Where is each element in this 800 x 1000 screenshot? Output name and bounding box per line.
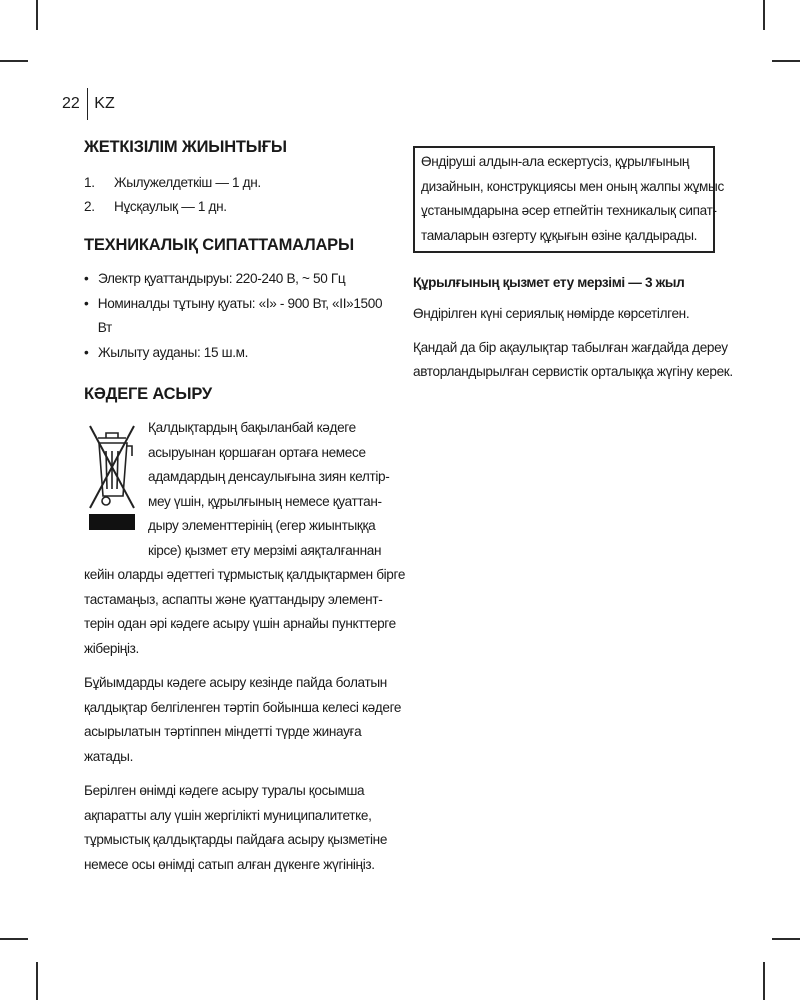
disposal-paragraph-2: Бұйымдарды кәдеге асыру кезінде пайда болатын қалдықтар белгіленген тәртіп бойынша келесі кәдеге асырылатын тәртіппен міндетті түрде жинауға жатады. [84, 675, 402, 764]
disposal-paragraph-3: Берілген өнімді кәдеге асыру туралы қосымша ақпаратты алу үшін жергілікті муниципалитетке, тұрмыстық қалдықтарды пайдаға асыру қызметіне немесе осы өнімді сатып алған дүкенге жүгініңіз. [84, 783, 388, 872]
crop-mark [0, 938, 28, 940]
delivery-list [84, 171, 394, 219]
disposal-wrap-text: Қалдықтардың бақыланбай кәдеге асыруынан қоршаған ортаға немесе адамдардың денсаулығына зиян келтір- меу үшін, құрылғының немесе қуаттан- дыру элементтерінің (егер жиынтыққа кірсе) қызмет ету мерзімі аяқталғаннан [148, 420, 390, 558]
disposal-text [84, 416, 406, 877]
disposal-heading: КӘДЕГЕ АСЫРУ [84, 385, 212, 403]
manufacturer-notice-box: Өндіруші алдын-ала ескертусіз, құрылғының дизайнын, конструкциясы мен оның жалпы жұмыс ұстанымдарына әсер етпейтін техникалық сипат- тамаларын өзгерту құқығын өзіне қалдырады. [413, 146, 715, 253]
list-item: • Жылыту ауданы: 15 ш.м. [84, 344, 249, 360]
specs-heading: ТЕХНИКАЛЫҚ СИПАТТАМАЛАРЫ [84, 236, 354, 254]
crop-mark [0, 60, 28, 62]
list-item: 2. Нұсқаулық — 1 дн. [84, 199, 227, 214]
list-item: • Электр қуаттандыруы: 220-240 В, ~ 50 Гц [84, 271, 346, 286]
crop-mark [36, 962, 38, 1000]
list-item: • Номиналды тұтыну қуаты: «I» - 900 Вт, «II»1500 Вт [84, 295, 383, 335]
delivery-heading: ЖЕТКІЗІЛІМ ЖИЫНТЫҒЫ [84, 138, 287, 156]
crossed-out-wheelie-bin-icon [84, 416, 140, 534]
crop-mark [763, 962, 765, 1000]
left-column [84, 138, 406, 877]
list-item: 1. Жылужелдеткіш — 1 дн. [84, 175, 261, 190]
service-paragraph-1: Өндірілген күні сериялық нөмірде көрсетілген. [413, 306, 690, 321]
crop-mark [772, 60, 800, 62]
crop-mark [772, 938, 800, 940]
service-life-heading: Құрылғының қызмет ету мерзімі — 3 жыл [413, 275, 685, 290]
page-number: 22 [62, 95, 80, 112]
service-paragraph-2: Қандай да бір ақаулықтар табылған жағдайда дереу авторландырылған сервистік орталыққа жүгіну керек. [413, 339, 733, 379]
specs-list [84, 267, 394, 365]
disposal-continued-text: кейін оларды әдеттегі тұрмыстық қалдықтармен бірге тастамаңыз, аспапты және қуаттандыру элемент- терін одан әрі кәдеге асыру үшін арнайы пункттерге жіберіңіз. [84, 567, 406, 656]
right-column [413, 146, 733, 385]
page-header [62, 88, 115, 120]
language-code: KZ [94, 95, 115, 112]
crop-mark [763, 0, 765, 30]
crop-mark [36, 0, 38, 30]
